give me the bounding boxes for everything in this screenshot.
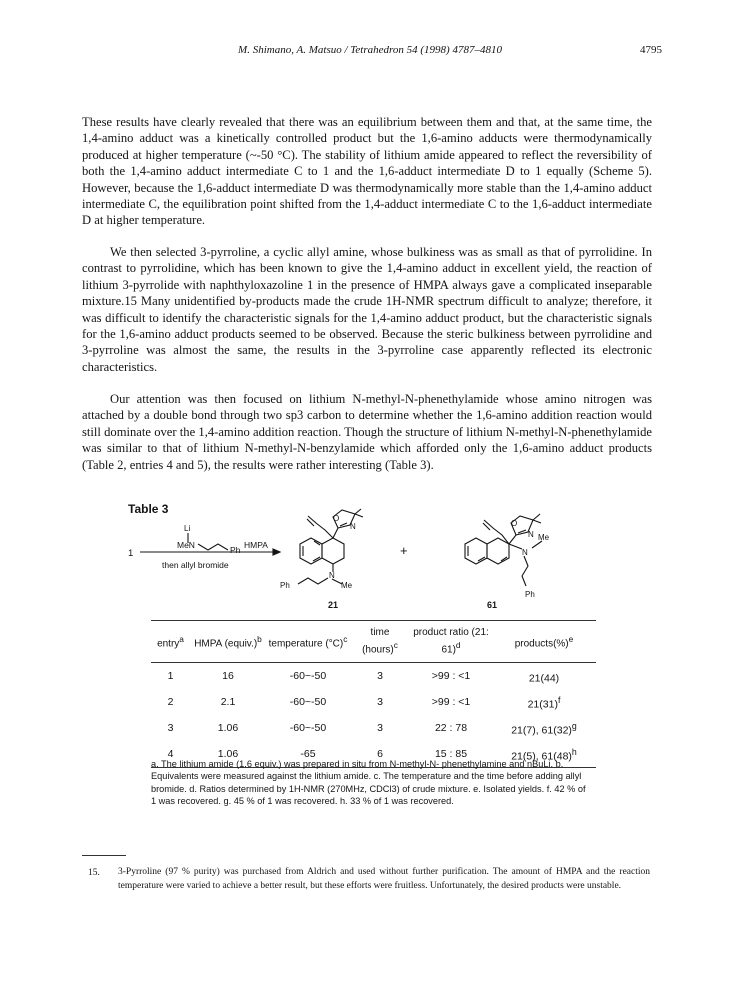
header-product-ratio: product ratio (21: 61)$^d$ (410, 621, 492, 663)
footnote-divider (82, 855, 126, 856)
cell-products: $21(31)^f$ (527, 694, 561, 711)
cell-hmpa: 1.06 (190, 741, 266, 768)
cell-entry: 1 (167, 670, 174, 683)
table-notes: a. The lithium amide (1.6 equiv.) was prepared in situ from N-methyl-N- phenethylamine and nBuLi. b. Equivalents were measured against the lithium amide. c. The temperature and the time before adding allyl bromide. d. Ratios determined by 1H-NMR (270MHz, CDCl3) of crude mixture. e. Isolated yields. f. 42 % of 1 was recovered. g. 45 % of 1 was recovered. h. 33 % of 1 was recovered. (151, 759, 586, 807)
product-21-me: Me (341, 581, 353, 590)
cell-ratio: 22 : 78 (434, 722, 468, 735)
cell-products: 21(5), $61(48)^h$ (492, 741, 596, 768)
cell-temperature: -60~-50 (289, 722, 327, 735)
cell-entry: 2 (167, 696, 174, 709)
plus-sign: + (400, 543, 408, 558)
product-21-nitrogen: N (350, 522, 356, 531)
cell-ratio: 15 : 85 (410, 741, 492, 768)
cell-temperature: -60~-50 (289, 670, 327, 683)
header-temperature: temperature $(^\circ C)^c$ (266, 621, 350, 663)
reagent-ph-label: Ph (230, 545, 241, 555)
reagent-li-label: Li (184, 524, 191, 533)
header-hmpa: HMPA (equiv.)$^b$ (190, 621, 266, 663)
cell-products: 21(44) (528, 672, 560, 685)
cell-time: 3 (377, 670, 383, 683)
cell-hmpa: 2.1 (220, 696, 236, 709)
cell-products: 21(7), $61(32)^g$ (511, 720, 577, 737)
cell-temperature: -60~-50 (289, 696, 327, 709)
product-61-nitrogen: N (528, 530, 534, 539)
product-21-number: 21 (328, 600, 339, 610)
results-table (151, 620, 596, 768)
product-61-oxygen: O (511, 519, 518, 528)
cell-entry: 3 (167, 722, 174, 735)
product-21-ph: Ph (280, 581, 290, 590)
product-61-ph: Ph (525, 590, 535, 599)
header-entry: entry$^a$ (151, 621, 190, 663)
start-compound-number: 1 (128, 548, 134, 559)
cell-ratio: >99 : <1 (431, 670, 471, 683)
body-paragraph-1: These results have clearly revealed that there was an equilibrium between them and that, at the same time, the 1,4-amino adduct was a kinetically controlled product but the 1,6-amino adducts were thermodynamically produced at higher temperature (~-50 °C). The stability of lithium amide appeared to reflect the reversibility of both the 1,4-amino adduct intermediate C to 1 and the 1,6-adduct intermediate D to 1 equally (Scheme 5). However, because the 1,6-adduct intermediate D was thermodynamically more stable than the 1,4-amino adduct intermediate C, the equilibration point shifted from the 1,4-adduct intermediate C to the 1,6-adduct intermediate D at higher temperature. (82, 115, 652, 228)
product-61-me: Me (538, 533, 550, 542)
table-row (151, 715, 596, 741)
footnote-text: 3-Pyrroline (97 % purity) was purchased from Aldrich and used without further purification. The amount of HMPA and the reaction temperature were varied to achieve a better result, but these efforts were fruitless. Unfortunately, the desired products were unstable. (118, 867, 650, 891)
cell-time: 3 (377, 696, 383, 709)
header-products: products(%)$^e$ (492, 621, 596, 663)
product-61-amine-n: N (522, 548, 528, 557)
cell-time: 3 (377, 722, 383, 735)
cell-time: 6 (350, 741, 410, 768)
page-number: 4795 (640, 44, 662, 56)
reaction-scheme (128, 508, 628, 620)
table-label: Table 3 (128, 502, 169, 516)
reagent-amine-label: MeN (177, 540, 195, 550)
footnote-number: 15. (88, 868, 100, 878)
table-row (151, 689, 596, 715)
table-row (151, 663, 596, 690)
cell-temperature: -65 (266, 741, 350, 768)
product-61-number: 61 (487, 600, 498, 610)
product-21-amine-n: N (329, 571, 335, 580)
table-header-row (151, 621, 596, 663)
cell-hmpa: 16 (222, 670, 234, 683)
cell-ratio: >99 : <1 (431, 696, 471, 709)
header-time: time (hours)$^c$ (350, 621, 410, 663)
cell-entry: 4 (151, 741, 190, 768)
body-paragraph-3: Our attention was then focused on lithium N-methyl-N-phenethylamide whose amino nitrogen was attached by a double bond through two sp3 carbon to determine whether the 1,6-amino addition reaction would still dominate over the 1,4-amino addition reaction. Though the structure of lithium N-methyl-N-phenethylamide was similar to that of lithium N-methyl-N-benzylamide which afforded only the 1,6-amino adduct products (Table 2, entries 4 and 5), the results were rather interesting (Table 3). (82, 392, 652, 472)
cell-hmpa: 1.06 (217, 722, 239, 735)
reagent-then-label: then allyl bromide (162, 560, 229, 570)
reagent-hmpa-label: HMPA (244, 540, 268, 550)
running-header: M. Shimano, A. Matsuo / Tetrahedron 54 (1998) 4787–4810 (238, 44, 502, 56)
body-paragraph-2: We then selected 3-pyrroline, a cyclic allyl amine, whose bulkiness was as small as that of pyrrolidine. In contrast to pyrrolidine, which has been known to give the 1,4-amino adduct in excellent yield, the reaction of lithium 3-pyrrolide with naphthyloxazoline 1 in the presence of HMPA always gave a complicated inseparable mixture.15 Many unidentified by-products made the crude 1H-NMR spectrum difficult to analyze; therefore, it was difficult to identify the characteristic signals for the 1,4-amino adduct product, but the characteristic signals for the 1,6-amino adduct products seemed to be observed. Because the steric bulkiness between pyrrolidine and 3-pyrroline was almost the same, the results in the 3-pyrroline case apparently reflected its electronic characteristics. (82, 245, 652, 374)
product-21-oxygen: O (333, 514, 340, 523)
